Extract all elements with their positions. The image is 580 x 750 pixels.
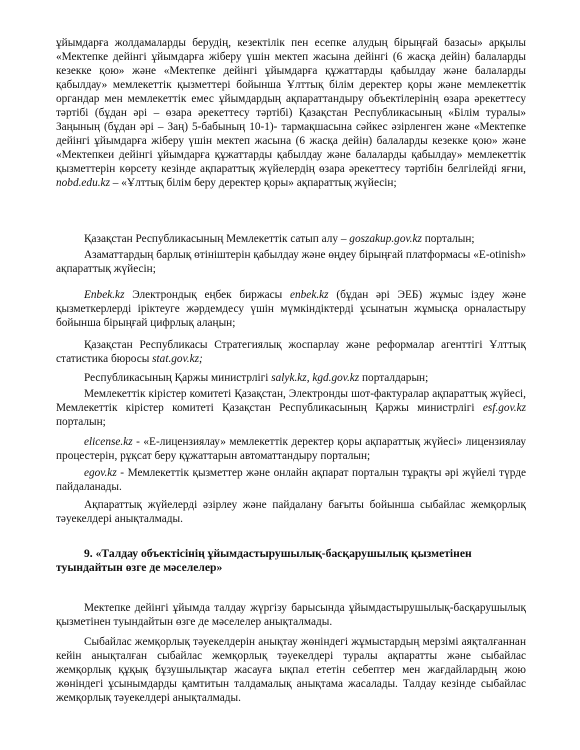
egov-link: egov.kz bbox=[84, 467, 117, 479]
section-9-text-1: Мектепке дейінгі ұйымда талдау жүргізу барысында ұйымдастырушылық-басқарушылық қызметінен туындайтын өзге де мәселелер анықталмады. bbox=[56, 602, 526, 628]
enbek-link-2: enbek.kz bbox=[290, 289, 329, 301]
goszakup-link: goszakup.gov.kz bbox=[349, 233, 422, 245]
enbek-paragraph bbox=[56, 288, 526, 330]
section-9-text-2: Сыбайлас жемқорлық тәуекелдерін анықтау жөніндегі жұмыстардың мерзімі аяқталғаннан кейін анықталған сыбайлас жемқорлық тәуекелдері туралы ақпаратты және сыбайлас жемқорлық құқық бұзушылықтар жасауға ықпал ететін себептер мен жағдайлардың жою жөніндегі ұсынымдарды қамтитын талдамалық анықтама жасалады. Талдау кезінде сыбайлас жемқорлық тәуекелдері анықталмады. bbox=[56, 636, 526, 704]
stat-text: Қазақстан Республикасы Стратегиялық жоспарлау және реформалар агенттігі Ұлттық статистика бюросы bbox=[56, 339, 526, 365]
conclusion-text: Ақпараттық жүйелерді әзірлеу және пайдалану бағыты бойынша сыбайлас жемқорлық тәуекелдері анықталмады. bbox=[56, 499, 526, 525]
salyk-paragraph bbox=[56, 371, 526, 385]
eotinish-text: Азаматтардың барлық өтініштерін қабылдау және өңдеу бірыңғай платформасы «E-otinish» ақпараттық жүйесін; bbox=[56, 249, 526, 275]
goszakup-text: Қазақстан Республикасының Мемлекеттік сатып алу – bbox=[84, 233, 350, 245]
section-9-paragraph-1 bbox=[56, 601, 526, 629]
eotinish-paragraph bbox=[56, 248, 526, 276]
esf-tail: порталын; bbox=[56, 416, 106, 428]
section-9-heading: 9. «Талдау объектісінің ұйымдастырушылық-басқарушылық қызметінен туындайтын өзге де мәселелер» bbox=[56, 547, 472, 574]
egov-paragraph bbox=[56, 466, 526, 494]
enbek-link: Enbek.kz bbox=[84, 289, 125, 301]
enbek-tail: (бұдан әрі ЭЕБ) жұмыс іздеу және қызметкерлерді іріктеуге жәрдемдесу үшін мүмкіндіктерді ұсынатын жұмысқа орналастыру бойынша бірыңғай цифрлық алаңын; bbox=[56, 289, 526, 329]
section-9-paragraph-2 bbox=[56, 635, 526, 705]
elicense-link: elicense.kz bbox=[84, 436, 133, 448]
conclusion-paragraph bbox=[56, 498, 526, 526]
stat-link: stat.gov.kz; bbox=[152, 353, 203, 365]
salyk-text: Республикасының Қаржы министрлігі bbox=[84, 372, 272, 384]
intro-text: ұйымдарға жолдамаларды берудің, кезектілік пен есепке алудың бірыңғай базасы» арқылы «Мектепке дейінгі ұйымдарға жіберу үшін мектеп жасына дейінгі (6 жасқа дейін) балаларды кезекке қою» және «Мектепке дейінгі ұйымдарға құжаттарды қабылдау және балаларды қабылдау» мемлекеттік қызметтері бойынша Ұлттық білім деректер қоры және мемлекеттік органдар мен мемлекеттік емес ұйымдардың ақпараттандыру объектілерінің өзара әрекеттесу тәртібі (бұдан әрі – өзара әрекеттесу тәртібі) Қазақстан Республикасының «Білім туралы» Заңының (бұдан әрі – Заң) 5-бабының 10-1)- тармақшасына сәйкес әзірленген және «Мектепке дейінгі ұйымдарға жіберу үшін мектеп жасына (6 жасқа дейін) балаларды кезекке қою» және «Мектепкеи дейінгі ұйымдарға құжаттарды қабылдау және балаларды қабылдау» мемлекеттік қызметтерін көрсету кезінде ақпараттық жүйелердің өзара әрекеттесу тәртібін белгілейді яғни, bbox=[56, 37, 526, 175]
salyk-tail: порталдарын; bbox=[359, 372, 429, 384]
elicense-paragraph bbox=[56, 435, 526, 463]
esf-paragraph bbox=[56, 387, 526, 429]
elicense-tail: - «Е-лицензиялау» мемлекеттік деректер қоры ақпараттық жүйесі» лицензиялау процестерін, рұқсат беру құжаттарын автоматтандыру порталын; bbox=[56, 436, 526, 462]
intro-paragraph bbox=[56, 36, 526, 190]
goszakup-paragraph bbox=[56, 232, 526, 246]
salyk-link: salyk.kz, kgd.gov.kz bbox=[271, 372, 360, 384]
nobd-link: nobd.edu.kz bbox=[56, 177, 110, 189]
egov-tail: - Мемлекеттік қызметтер және онлайн ақпарат порталын тұрақты әрі жүйелі түрде пайдаланады. bbox=[56, 467, 526, 493]
esf-link: esf.gov.kz bbox=[482, 402, 526, 414]
goszakup-tail: порталын; bbox=[421, 233, 475, 245]
esf-text: Мемлекеттік кірістер комитеті Қазақстан, Электронды шот-фактуралар ақпараттық жүйесі, Мемлекеттік кірістер комитеті Қазақстан Республикасының Қаржы министрлігі bbox=[56, 388, 526, 414]
intro-tail: – «Ұлттық білім беру деректер қоры» ақпараттық жүйесін; bbox=[109, 177, 397, 189]
enbek-text: Электрондық еңбек биржасы bbox=[124, 289, 290, 301]
stat-paragraph bbox=[56, 338, 526, 366]
